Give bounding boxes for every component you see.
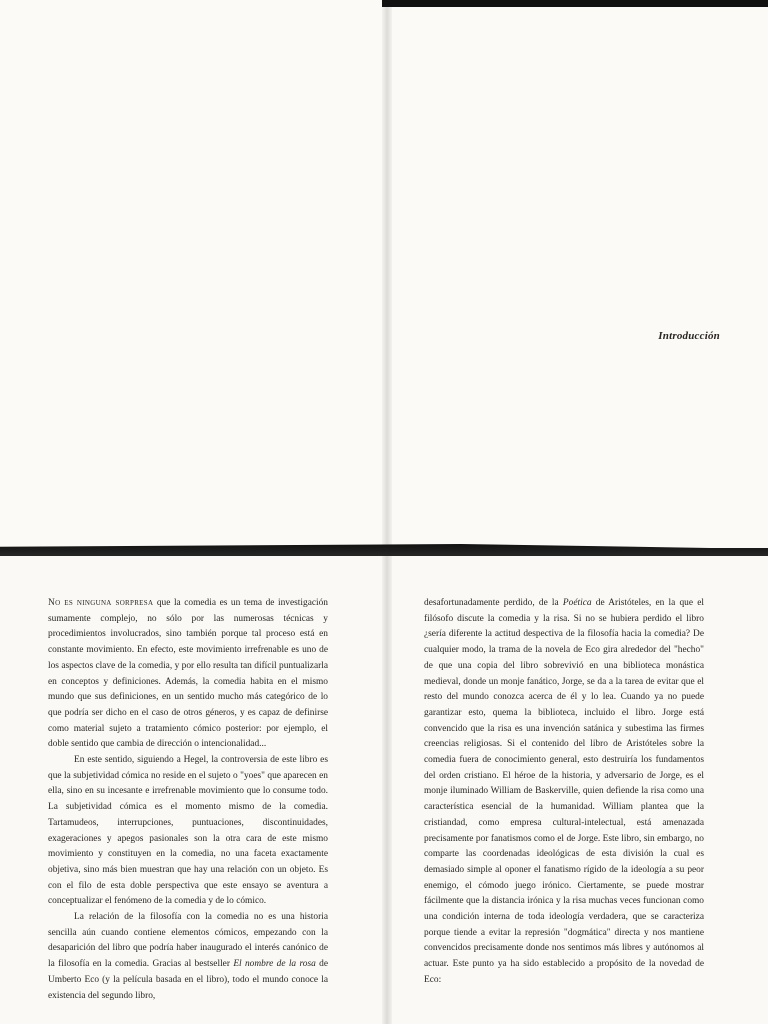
paragraph-3-before: La relación de la filosofía con la comedia no es una historia sencilla aún cuando contiene elementos cómicos, empezando con la desaparición del libro que podría haber inaugurado el interés canónico de la filosofía en la comedia. Gracias al bestseller — [48, 912, 328, 970]
continued-after: de Aristóteles, en la que el filósofo discute la comedia y la risa. Si no se hubiera perdido el libro ¿sería diferente la actitud despectiva de la filosofía hacia la comedia? De cualquier modo, la trama de la novela de Eco gira alrededor del "hecho" de que una copia del libro sobrevivió en una biblioteca monástica medieval, donde un monje fanático, Jorge, se da a la tarea de evitar que el resto del mundo conozca acerca de él y lo lea. Cuando ya no puede garantizar esto, quema la biblioteca, incluido el libro. Jorge está convencido que la risa es una invención satánica y subestima las firmes creencias religiosas. Si el contenido del libro de Aristóteles sobre la comedia fuera de conocimiento general, esto destruiría los fundamentos del orden cristiano. El héroe de la historia, y adversario de Jorge, es el monje iluminado William de Baskerville, quien defiende la risa como una característica esencial de la humanidad. William plantea que la cristiandad, como empresa cultural-intelectual, está amenazada precisamente por fanatismos como el de Jorge. Este libro, sin embargo, no comparte las coordenadas ideológicas de esta división la cual es demasiado simple al oponer el fanatismo rígido de la ideología a su peor enemigo, el cómodo juego irónico. Ciertamente, se puede mostrar fácilmente que la distancia irónica y la risa muchas veces funcionan como una condición interna de toda ideología verdadera, que se caracteriza porque tiende a evitar la represión "dogmática" directa y nos mantiene convencidos precisamente donde nos sentimos más libres y autónomos al actuar. Este punto ya ha sido establecido a propósito de la novedad de Eco: — [424, 598, 704, 985]
paragraph-3 — [48, 910, 328, 1004]
right-text-column — [424, 596, 704, 989]
paragraph-1-text: que la comedia es un tema de investigación sumamente complejo, no sólo por las numerosas técnicas y procedimientos involucrados, sino también porque tal proceso está en constante movimiento. En efecto, este movimiento irrefrenable es uno de los aspectos clave de la comedia, y por ello resulta tan difícil puntualizarla en conceptos y definiciones. Además, la comedia habita en el mismo mundo que sus definiciones, en un sentido mucho más categórico de lo que podría ser dicho en el caso de otros géneros, y es capaz de definirse como material sujeto a tratamiento cómico posterior: por ejemplo, el doble sentido que cambia de dirección o intencionalidad... — [48, 598, 328, 750]
paragraph-2: En este sentido, siguiendo a Hegel, la controversia de este libro es que la subjetividad cómica no reside en el sujeto o "yoes" que aparecen en ella, sino en su incesante e irrefrenable movimiento que lo consume todo. La subjetividad cómica es el momento mismo de la comedia. Tartamudeos, interrupciones, puntuaciones, discontinuidades, exageraciones y apegos pasionales son la otra cara de este mismo movimiento y constituyen en la comedia, no una faceta exactamente objetiva, sino más bien muestran que hay una relación con un objeto. Es con el filo de esta doble perspectiva que este ensayo se aventura a conceptualizar el fenómeno de la comedia y de lo cómico. — [48, 755, 328, 907]
paragraph-3-after: de Umberto Eco (y la película basada en el libro), todo el mundo conoce la existencia del segundo libro, — [48, 959, 328, 1001]
scan-edge-top — [382, 0, 768, 7]
book-gutter-bottom — [382, 556, 392, 1024]
book-gutter-top — [382, 0, 392, 548]
continued-before: desafortunadamente perdido, de la — [424, 598, 563, 608]
book-title: El nombre de la rosa — [233, 959, 316, 970]
chapter-heading: Introducción — [658, 330, 720, 342]
continued-paragraph — [424, 596, 704, 989]
poetica-title: Poética — [562, 598, 592, 608]
left-text-column — [48, 596, 328, 1004]
paragraph-1 — [48, 596, 328, 753]
opening-small-caps: No es ninguna sorpresa — [48, 598, 154, 608]
